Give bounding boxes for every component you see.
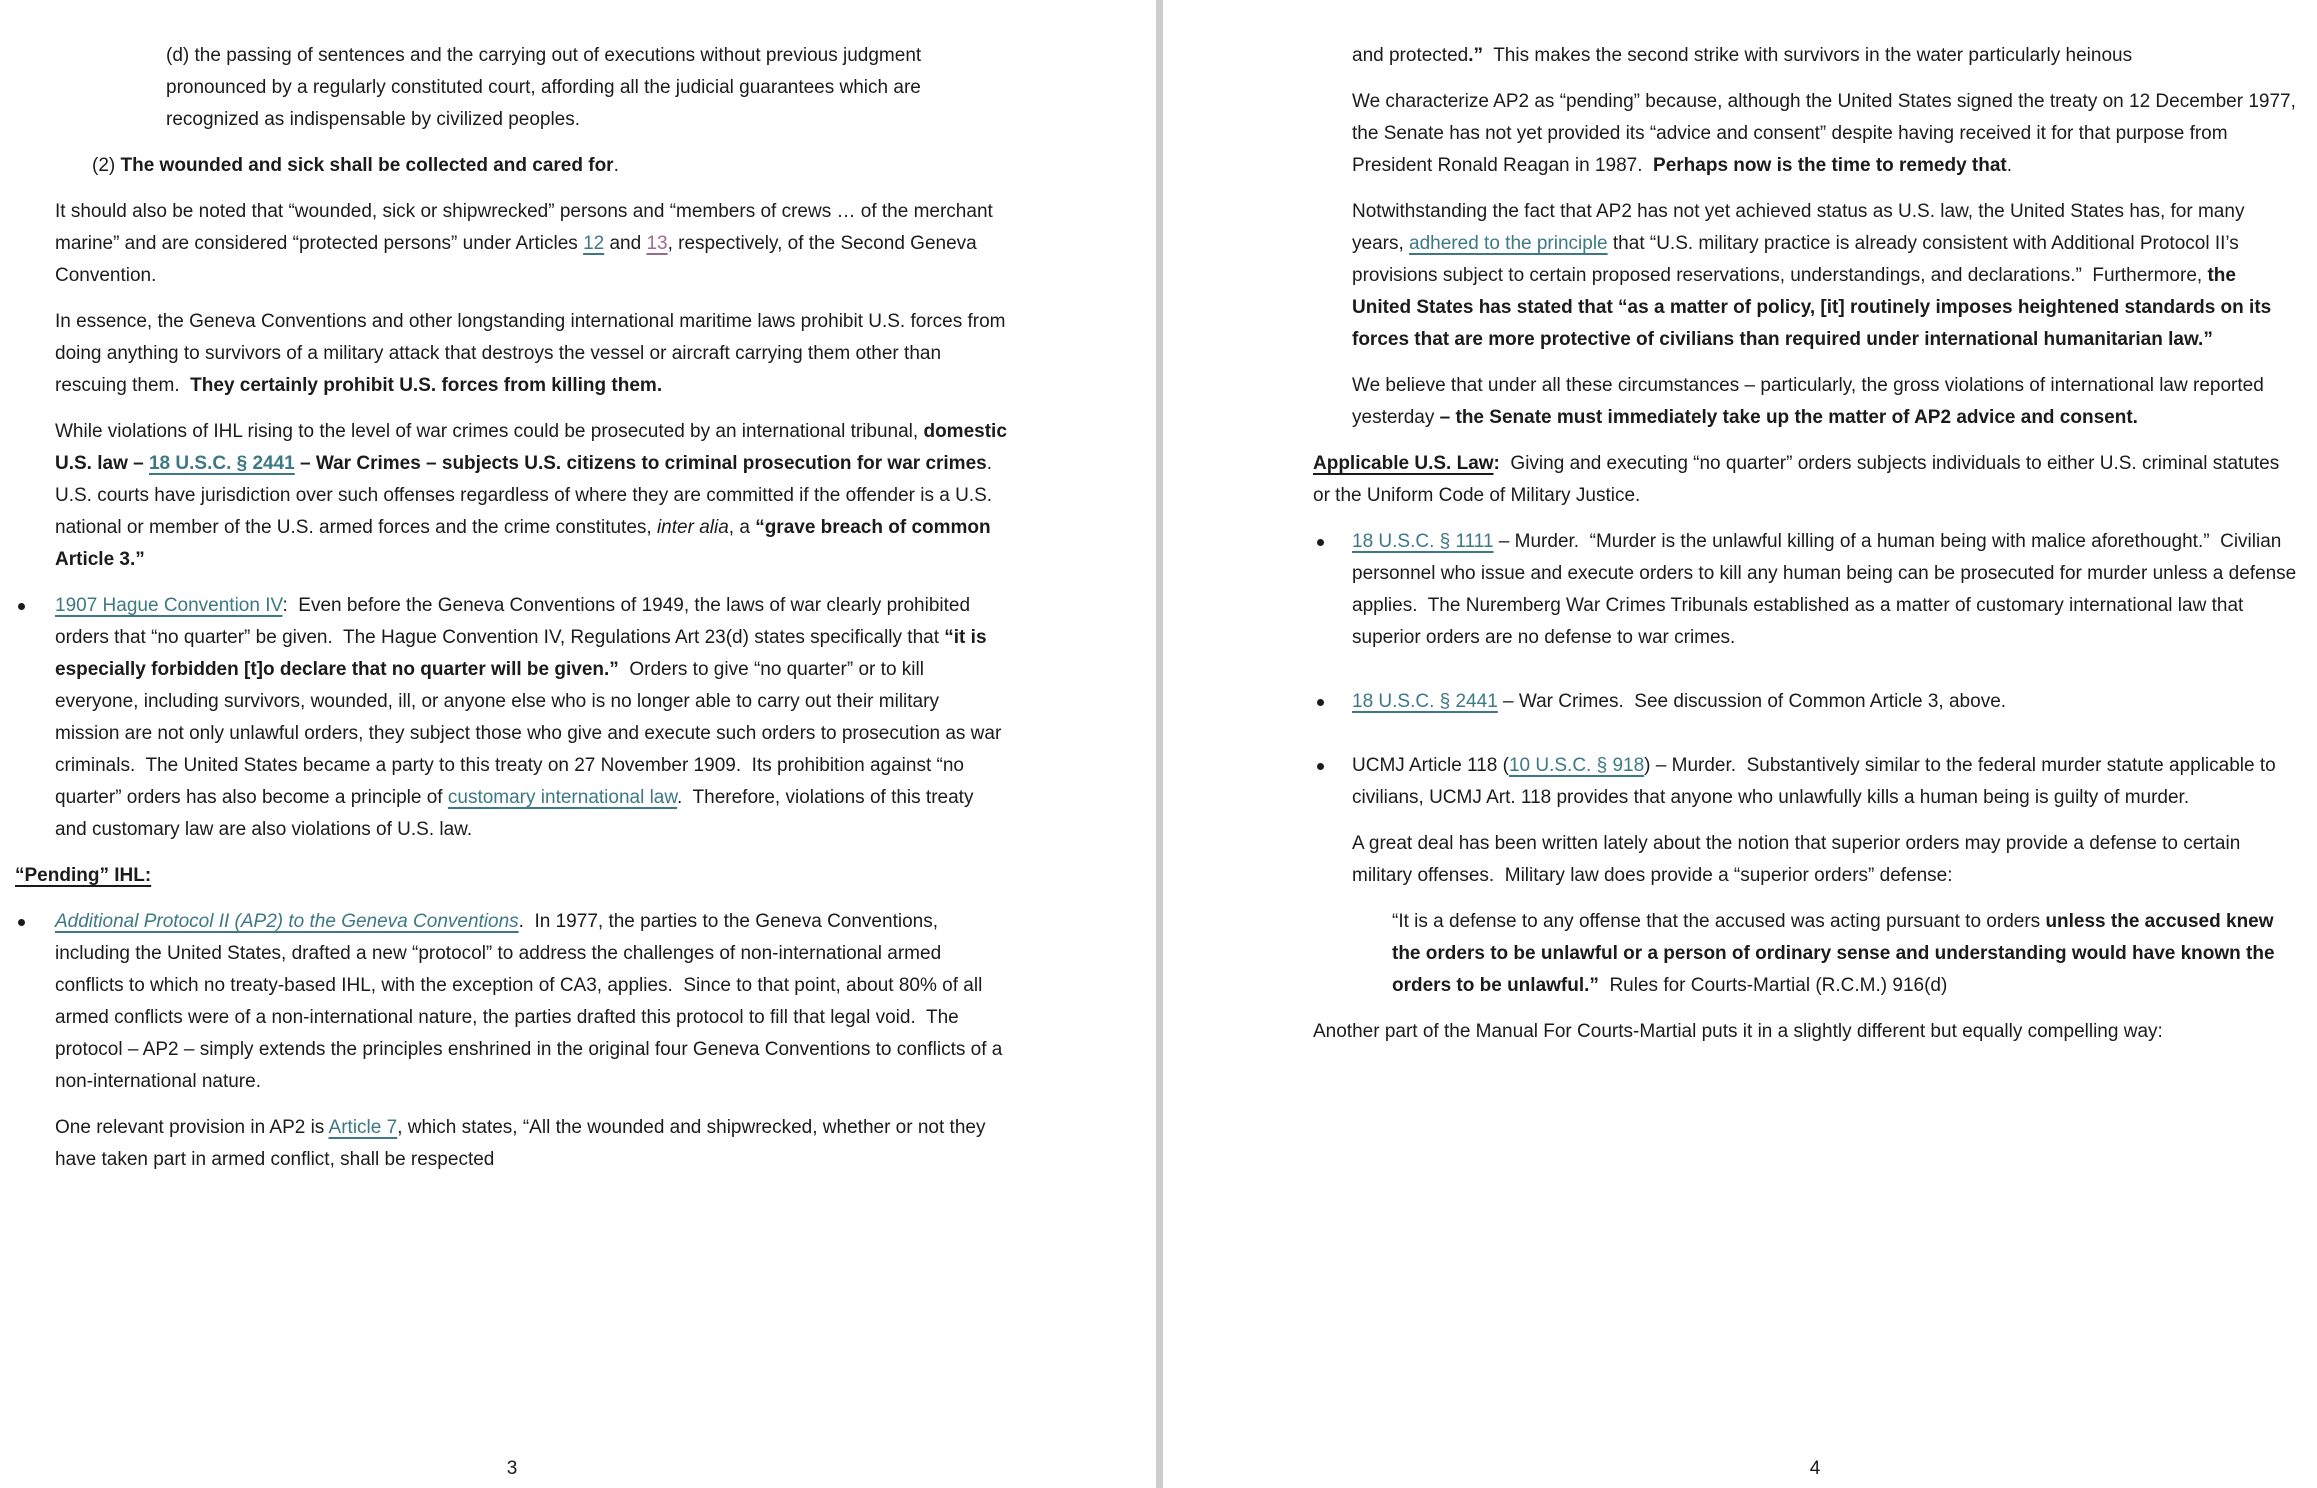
hyperlink[interactable]: 18 U.S.C. § 2441: [148, 453, 295, 474]
text-run: , which states, “All the wounded and shipwrecked, whether or not they have taken part in armed conflict, shall be respected: [55, 1117, 991, 1170]
text-run: We believe that under all these circumstances – particularly, the gross violations of international law reported yesterday: [1352, 375, 2270, 428]
text-run: : Even before the Geneva Conventions of 1949, the laws of war clearly prohibited orders that “no quarter” be given. The Hague Convention IV, Regulations Art 23(d) states specifically that: [55, 595, 976, 648]
text-run: (2): [92, 155, 121, 176]
hyperlink[interactable]: 13: [646, 233, 668, 254]
paragraph: [55, 416, 1013, 576]
page-number: 3: [506, 1458, 518, 1479]
hyperlink[interactable]: 18 U.S.C. § 2441: [1352, 691, 1498, 712]
bullet-icon: [18, 603, 25, 610]
page-divider: [1156, 0, 1163, 1488]
hyperlink[interactable]: Additional Protocol II (AP2) to the Geneva Conventions: [55, 911, 519, 932]
text-run: Rules for Courts-Martial (R.C.M.) 916(d): [1598, 975, 1948, 996]
text-run: :: [1493, 453, 1500, 474]
text-run: . U.S. courts have jurisdiction over such offenses regardless of where they are committed if the offender is a U.S. national or member of the U.S. armed forces and the crime constitutes,: [55, 453, 1003, 538]
document-page-4: [1163, 0, 2317, 1488]
text-run: .: [2006, 155, 2013, 176]
text-run: and protected: [1352, 45, 1469, 66]
text-run: . In 1977, the parties to the Geneva Conventions, including the United States, drafted a new “protocol” to address the challenges of non-international armed conflicts to which no treaty-based IHL, with the exception of CA3, applies. Since to that point, about 80% of all armed conflicts were of a non-international nature, the parties drafted this protocol to fill that legal void. The protocol – AP2 – simply extends the principles enshrined in the original four Geneva Conventions to conflicts of a non-international nature.: [55, 911, 1008, 1092]
text-run: “it is especially forbidden [t]o declare that no quarter will be given.”: [55, 627, 992, 680]
text-run: We characterize AP2 as “pending” because, although the United States signed the treaty on 12 December 1977, the Senate has not yet provided its “advice and consent” despite having received it for that purpose from President Ronald Reagan in 1987.: [1352, 91, 2302, 176]
paragraph: [1352, 196, 2299, 356]
text-run: .”: [1468, 45, 1483, 66]
bullet-list-item: [55, 906, 1008, 1098]
document-page-3: [0, 0, 1156, 1488]
paragraph: [1352, 40, 2299, 72]
text-run: Orders to give “no quarter” or to kill everyone, including survivors, wounded, ill, or anyone else who is no longer able to carry out their military mission are not only unlawful orders, they subject those who give and execute such orders to prosecution as war criminals. The United States became a party to this treaty on 27 November 1909. Its prohibition against “no quarter” orders has also become a principle of: [55, 659, 1007, 808]
bullet-icon: [1317, 699, 1324, 706]
bullet-icon: [1317, 763, 1324, 770]
text-run: domestic U.S. law –: [55, 421, 1013, 474]
text-run: – War Crimes. See discussion of Common Article 3, above.: [1497, 691, 2007, 712]
text-run: . Therefore, violations of this treaty and customary law are also violations of U.S. law.: [55, 787, 979, 840]
text-run: Giving and executing “no quarter” orders subjects individuals to either U.S. criminal statutes or the Uniform Code of Military Justice.: [1313, 453, 2285, 506]
numbered-list-item: [92, 150, 1008, 182]
paragraph: [1313, 1016, 2299, 1048]
page-number: 4: [1809, 1458, 1821, 1479]
section-heading: [1313, 448, 2299, 512]
block-quote: [166, 40, 1008, 136]
bullet-list-item: [1352, 526, 2302, 654]
text-run: One relevant provision in AP2 is: [55, 1117, 329, 1138]
text-run: They certainly prohibit U.S. forces from killing them.: [190, 375, 663, 396]
paragraph: [1352, 370, 2299, 434]
hyperlink[interactable]: 1907 Hague Convention IV: [55, 595, 283, 616]
text-run: It should also be noted that “wounded, sick or shipwrecked” persons and “members of crews … of the merchant marine” and are considered “protected persons” under Articles: [55, 201, 999, 254]
text-run: While violations of IHL rising to the level of war crimes could be prosecuted by an international tribunal,: [55, 421, 924, 442]
hyperlink[interactable]: Article 7: [328, 1117, 398, 1138]
paragraph: [1352, 86, 2302, 182]
text-run: , a: [728, 517, 756, 538]
bullet-icon: [1317, 539, 1324, 546]
text-run: “grave breach of common Article 3.”: [55, 517, 996, 570]
text-run: the United States has stated that “as a matter of policy, [it] routinely imposes heightened standards on its forces that are more protective of civilians than required under international humanitarian law.”: [1352, 265, 2277, 350]
text-run: Another part of the Manual For Courts-Martial puts it in a slightly different but equally compelling way:: [1313, 1021, 2163, 1042]
paragraph: [55, 306, 1011, 402]
text-run: A great deal has been written lately about the notion that superior orders may provide a defense to certain military offenses. Military law does provide a “superior orders” defense:: [1352, 833, 2246, 886]
text-run: unless the accused knew the orders to be unlawful or a person of ordinary sense and understanding would have known the orders to be unlawful.”: [1392, 911, 2280, 996]
text-run: (d) the passing of sentences and the carrying out of executions without previous judgment pronounced by a regularly constituted court, affording all the judicial guarantees which are recognized as indispensable by civilized peoples.: [166, 45, 927, 130]
page-content: [1163, 40, 2317, 1062]
text-run: UCMJ Article 118 (: [1352, 755, 1509, 776]
text-run: ) – Murder. Substantively similar to the federal murder statute applicable to civilians, UCMJ Art. 118 provides that anyone who unlawfully kills a human being is guilty of murder.: [1352, 755, 2281, 808]
text-run: The wounded and sick shall be collected and cared for: [120, 155, 614, 176]
text-run: Applicable U.S. Law: [1313, 453, 1494, 474]
text-run: – Murder. “Murder is the unlawful killing of a human being with malice aforethought.” Civilian personnel who issue and execute orders to kill any human being can be prosecuted for murder unless a defense applies. The Nuremberg War Crimes Tribunals established as a matter of customary international law that superior orders are no defense to war crimes.: [1352, 531, 2302, 648]
bullet-list-item: [1352, 750, 2299, 814]
text-run: – War Crimes – subjects U.S. citizens to criminal prosecution for war crimes: [294, 453, 987, 474]
text-run: In essence, the Geneva Conventions and other longstanding international maritime laws prohibit U.S. forces from doing anything to survivors of a military attack that destroys the vessel or aircraft carrying them other than rescuing them.: [55, 311, 1011, 396]
text-run: that “U.S. military practice is already consistent with Additional Protocol II’s provisions subject to certain proposed reservations, understandings, and declarations.” Furthermore,: [1352, 233, 2245, 286]
text-run: inter alia: [656, 517, 729, 538]
hyperlink[interactable]: 10 U.S.C. § 918: [1508, 755, 1645, 776]
paragraph: [1352, 828, 2299, 892]
bullet-list-item: [55, 590, 1008, 846]
hyperlink[interactable]: customary international law: [447, 787, 678, 808]
hyperlink[interactable]: adhered to the principle: [1409, 233, 1608, 254]
text-run: , respectively, of the Second Geneva Convention.: [55, 233, 982, 286]
bullet-list-item: [1352, 686, 2299, 718]
bullet-icon: [18, 919, 25, 926]
section-heading: [15, 860, 1008, 892]
text-run: This makes the second strike with survivors in the water particularly heinous: [1482, 45, 2133, 66]
page-content: [0, 40, 1156, 1190]
text-run: .: [613, 155, 619, 176]
hyperlink[interactable]: 18 U.S.C. § 1111: [1352, 531, 1494, 552]
text-run: “Pending” IHL:: [15, 865, 152, 886]
text-run: Notwithstanding the fact that AP2 has not yet achieved status as U.S. law, the United States has, for many years,: [1352, 201, 2250, 254]
hyperlink[interactable]: 12: [583, 233, 605, 254]
text-run: Perhaps now is the time to remedy that: [1653, 155, 2007, 176]
text-run: “It is a defense to any offense that the accused was acting pursuant to orders: [1392, 911, 2046, 932]
text-run: and: [604, 233, 647, 254]
paragraph: [55, 196, 1008, 292]
text-run: – the Senate must immediately take up the matter of AP2 advice and consent.: [1439, 407, 2138, 428]
paragraph: [55, 1112, 1008, 1176]
block-quote: [1392, 906, 2299, 1002]
